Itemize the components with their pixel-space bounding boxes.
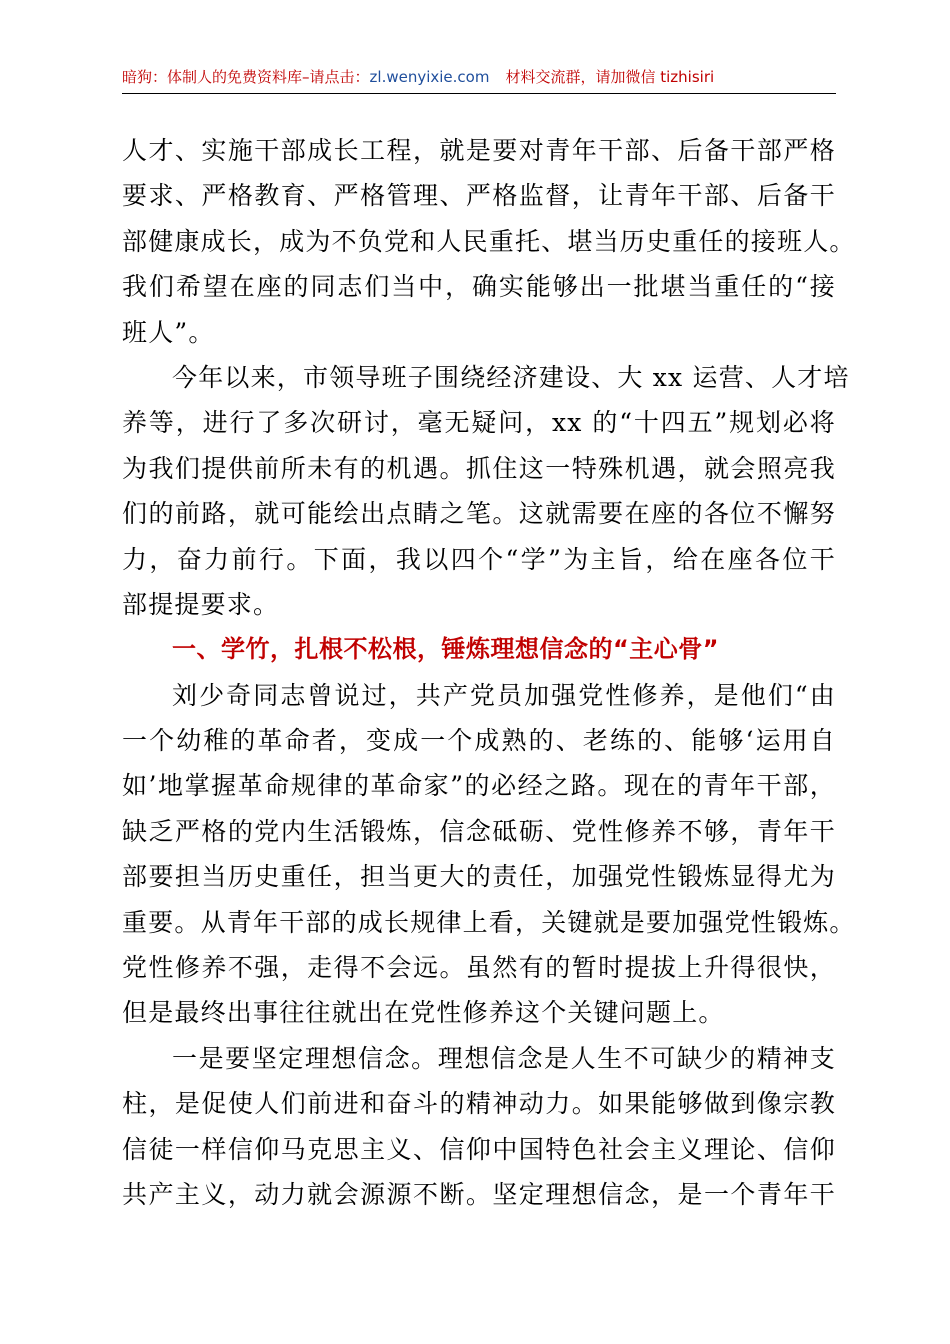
body-text [122,128,856,1217]
text-line: 要求、严格教育、严格管理、严格监督，让青年干部、后备干 [122,181,836,211]
text-line: 柱，是促使人们前进和奋斗的精神动力。如果能够做到像宗教 [122,1089,836,1119]
text-line: 重要。从青年干部的成长规律上看，关键就是要加强党性锻炼。 [122,907,856,937]
text-line: 但是最终出事往往就出在党性修养这个关键问题上。 [122,998,725,1028]
text-line: 信徒一样信仰马克思主义、信仰中国特色社会主义理论、信仰 [122,1134,836,1164]
header-group-note: 材料交流群，请加微信 tizhisiri [505,68,715,86]
text-line: 部健康成长，成为不负党和人民重托、堪当历史重任的接班人。 [122,226,856,256]
header-divider [122,93,836,94]
text-line: 部要担当历史重任，担当更大的责任，加强党性锻炼显得尤为 [122,862,836,892]
text-line: 为我们提供前所未有的机遇。抓住这一特殊机遇，就会照亮我 [122,453,836,483]
text-line: 党性修养不强，走得不会远。虽然有的暂时提拔上升得很快， [122,953,836,983]
text-line: 班人”。 [122,317,215,347]
text-line: 我们希望在座的同志们当中，确实能够出一批堪当重任的“接 [122,272,836,302]
text-line: 一个幼稚的革命者，变成一个成熟的、老练的、能够‘运用自 [122,726,836,756]
text-line: 刘少奇同志曾说过，共产党员加强党性修养，是他们“由 [172,680,836,710]
text-line: 今年以来，市领导班子围绕经济建设、大 xx 运营、人才培 [172,362,850,392]
text-line: 共产主义，动力就会源源不断。坚定理想信念，是一个青年干 [122,1179,836,1209]
text-line: 力，奋力前行。下面，我以四个“学”为主旨，给在座各位干 [122,544,836,574]
text-line: 部提提要求。 [122,589,280,619]
text-line: 如’地掌握革命规律的革命家”的必经之路。现在的青年干部， [122,771,836,801]
header-prompt: –请点击： [302,68,370,86]
page-header [122,66,836,88]
text-line: 养等，进行了多次研讨，毫无疑问，xx 的“十四五”规划必将 [122,408,836,438]
header-link[interactable]: zl.wenyixie.com [369,68,490,86]
text-line: 缺乏严格的党内生活锻炼，信念砥砺、党性修养不够，青年干 [122,816,836,846]
text-line: 人才、实施干部成长工程，就是要对青年干部、后备干部严格 [122,136,836,165]
text-line: 一是要坚定理想信念。理想信念是人生不可缺少的精神支 [172,1043,836,1073]
text-line: 们的前路，就可能绘出点睛之笔。这就需要在座的各位不懈努 [122,499,836,529]
header-brand: 暗狗：体制人的免费资料库 [122,68,303,86]
section-heading: 一、学竹，扎根不松根，锤炼理想信念的“主心骨” [172,635,720,664]
